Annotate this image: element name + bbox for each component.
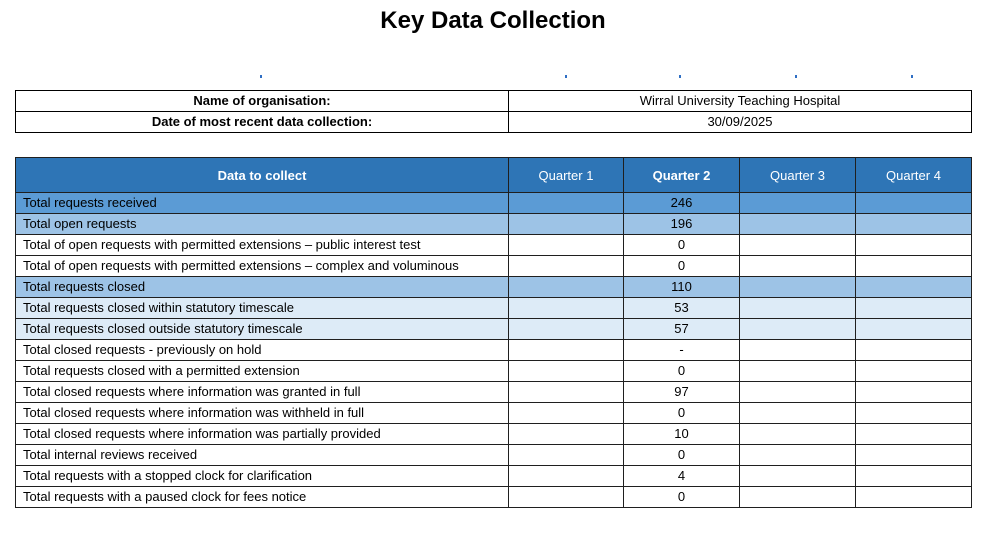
- quarter-3-cell[interactable]: [740, 424, 856, 445]
- quarter-1-cell[interactable]: [509, 466, 624, 487]
- column-header-quarter-2: Quarter 2: [624, 158, 740, 193]
- quarter-3-cell[interactable]: [740, 277, 856, 298]
- organisation-table: [15, 90, 972, 133]
- quarter-1-cell[interactable]: [509, 193, 624, 214]
- quarter-1-cell[interactable]: [509, 487, 624, 508]
- column-marker: [565, 75, 567, 78]
- quarter-1-cell[interactable]: [509, 403, 624, 424]
- organisation-name-value[interactable]: Wirral University Teaching Hospital: [509, 91, 972, 112]
- row-label: Total closed requests where information was withheld in full: [16, 403, 509, 424]
- table-row: [16, 256, 972, 277]
- row-label: Total of open requests with permitted extensions – complex and voluminous: [16, 256, 509, 277]
- quarter-4-cell[interactable]: [856, 424, 972, 445]
- quarter-2-cell[interactable]: 0: [624, 403, 740, 424]
- row-label: Total requests with a stopped clock for clarification: [16, 466, 509, 487]
- key-data-table: [15, 157, 972, 508]
- quarter-4-cell[interactable]: [856, 277, 972, 298]
- column-header-quarter-4: Quarter 4: [856, 158, 972, 193]
- organisation-name-label: Name of organisation:: [16, 91, 509, 112]
- table-row: [16, 235, 972, 256]
- table-row: [16, 298, 972, 319]
- quarter-2-cell[interactable]: 10: [624, 424, 740, 445]
- table-row: [16, 361, 972, 382]
- quarter-3-cell[interactable]: [740, 298, 856, 319]
- row-label: Total internal reviews received: [16, 445, 509, 466]
- table-row: [16, 445, 972, 466]
- quarter-4-cell[interactable]: [856, 361, 972, 382]
- quarter-3-cell[interactable]: [740, 235, 856, 256]
- quarter-4-cell[interactable]: [856, 235, 972, 256]
- column-header-quarter-1: Quarter 1: [509, 158, 624, 193]
- quarter-4-cell[interactable]: [856, 403, 972, 424]
- quarter-2-cell[interactable]: 0: [624, 256, 740, 277]
- quarter-4-cell[interactable]: [856, 487, 972, 508]
- row-label: Total requests closed with a permitted extension: [16, 361, 509, 382]
- quarter-1-cell[interactable]: [509, 319, 624, 340]
- row-label: Total open requests: [16, 214, 509, 235]
- quarter-4-cell[interactable]: [856, 445, 972, 466]
- organisation-name-row: [16, 91, 972, 112]
- table-row: [16, 319, 972, 340]
- quarter-2-cell[interactable]: 0: [624, 445, 740, 466]
- table-row: [16, 382, 972, 403]
- row-label: Total closed requests where information was partially provided: [16, 424, 509, 445]
- row-label: Total of open requests with permitted extensions – public interest test: [16, 235, 509, 256]
- quarter-2-cell[interactable]: 0: [624, 235, 740, 256]
- quarter-1-cell[interactable]: [509, 361, 624, 382]
- quarter-3-cell[interactable]: [740, 193, 856, 214]
- column-marker: [679, 75, 681, 78]
- quarter-2-cell[interactable]: 110: [624, 277, 740, 298]
- quarter-3-cell[interactable]: [740, 340, 856, 361]
- column-marker: [795, 75, 797, 78]
- column-header-quarter-3: Quarter 3: [740, 158, 856, 193]
- row-label: Total closed requests - previously on hold: [16, 340, 509, 361]
- table-row: [16, 193, 972, 214]
- quarter-4-cell[interactable]: [856, 214, 972, 235]
- quarter-2-cell[interactable]: 4: [624, 466, 740, 487]
- quarter-2-cell[interactable]: 57: [624, 319, 740, 340]
- quarter-4-cell[interactable]: [856, 340, 972, 361]
- quarter-4-cell[interactable]: [856, 256, 972, 277]
- quarter-3-cell[interactable]: [740, 403, 856, 424]
- table-row: [16, 340, 972, 361]
- quarter-2-cell[interactable]: 53: [624, 298, 740, 319]
- quarter-3-cell[interactable]: [740, 487, 856, 508]
- row-label: Total requests with a paused clock for fees notice: [16, 487, 509, 508]
- column-header-data-to-collect: Data to collect: [16, 158, 509, 193]
- quarter-1-cell[interactable]: [509, 256, 624, 277]
- quarter-1-cell[interactable]: [509, 445, 624, 466]
- row-label: Total requests received: [16, 193, 509, 214]
- quarter-3-cell[interactable]: [740, 382, 856, 403]
- quarter-1-cell[interactable]: [509, 235, 624, 256]
- quarter-2-cell[interactable]: 196: [624, 214, 740, 235]
- collection-date-row: [16, 112, 972, 133]
- table-header-row: [16, 158, 972, 193]
- quarter-3-cell[interactable]: [740, 361, 856, 382]
- table-row: [16, 487, 972, 508]
- quarter-3-cell[interactable]: [740, 214, 856, 235]
- quarter-3-cell[interactable]: [740, 256, 856, 277]
- quarter-3-cell[interactable]: [740, 445, 856, 466]
- row-label: Total closed requests where information was granted in full: [16, 382, 509, 403]
- quarter-2-cell[interactable]: 97: [624, 382, 740, 403]
- row-label: Total requests closed within statutory timescale: [16, 298, 509, 319]
- quarter-3-cell[interactable]: [740, 319, 856, 340]
- row-label: Total requests closed: [16, 277, 509, 298]
- quarter-4-cell[interactable]: [856, 382, 972, 403]
- collection-date-value[interactable]: 30/09/2025: [509, 112, 972, 133]
- table-row: [16, 466, 972, 487]
- quarter-1-cell[interactable]: [509, 214, 624, 235]
- quarter-4-cell[interactable]: [856, 298, 972, 319]
- quarter-3-cell[interactable]: [740, 466, 856, 487]
- quarter-1-cell[interactable]: [509, 298, 624, 319]
- quarter-1-cell[interactable]: [509, 277, 624, 298]
- quarter-2-cell[interactable]: 246: [624, 193, 740, 214]
- quarter-1-cell[interactable]: [509, 382, 624, 403]
- column-marker: [260, 75, 262, 78]
- quarter-4-cell[interactable]: [856, 319, 972, 340]
- quarter-4-cell[interactable]: [856, 466, 972, 487]
- table-row: [16, 277, 972, 298]
- page-title: Key Data Collection: [380, 7, 606, 34]
- quarter-1-cell[interactable]: [509, 340, 624, 361]
- quarter-1-cell[interactable]: [509, 424, 624, 445]
- collection-date-label: Date of most recent data collection:: [16, 112, 509, 133]
- table-row: [16, 214, 972, 235]
- row-label: Total requests closed outside statutory timescale: [16, 319, 509, 340]
- column-marker: [911, 75, 913, 78]
- quarter-2-cell[interactable]: 0: [624, 361, 740, 382]
- quarter-2-cell[interactable]: 0: [624, 487, 740, 508]
- table-row: [16, 403, 972, 424]
- table-row: [16, 424, 972, 445]
- quarter-2-cell[interactable]: -: [624, 340, 740, 361]
- quarter-4-cell[interactable]: [856, 193, 972, 214]
